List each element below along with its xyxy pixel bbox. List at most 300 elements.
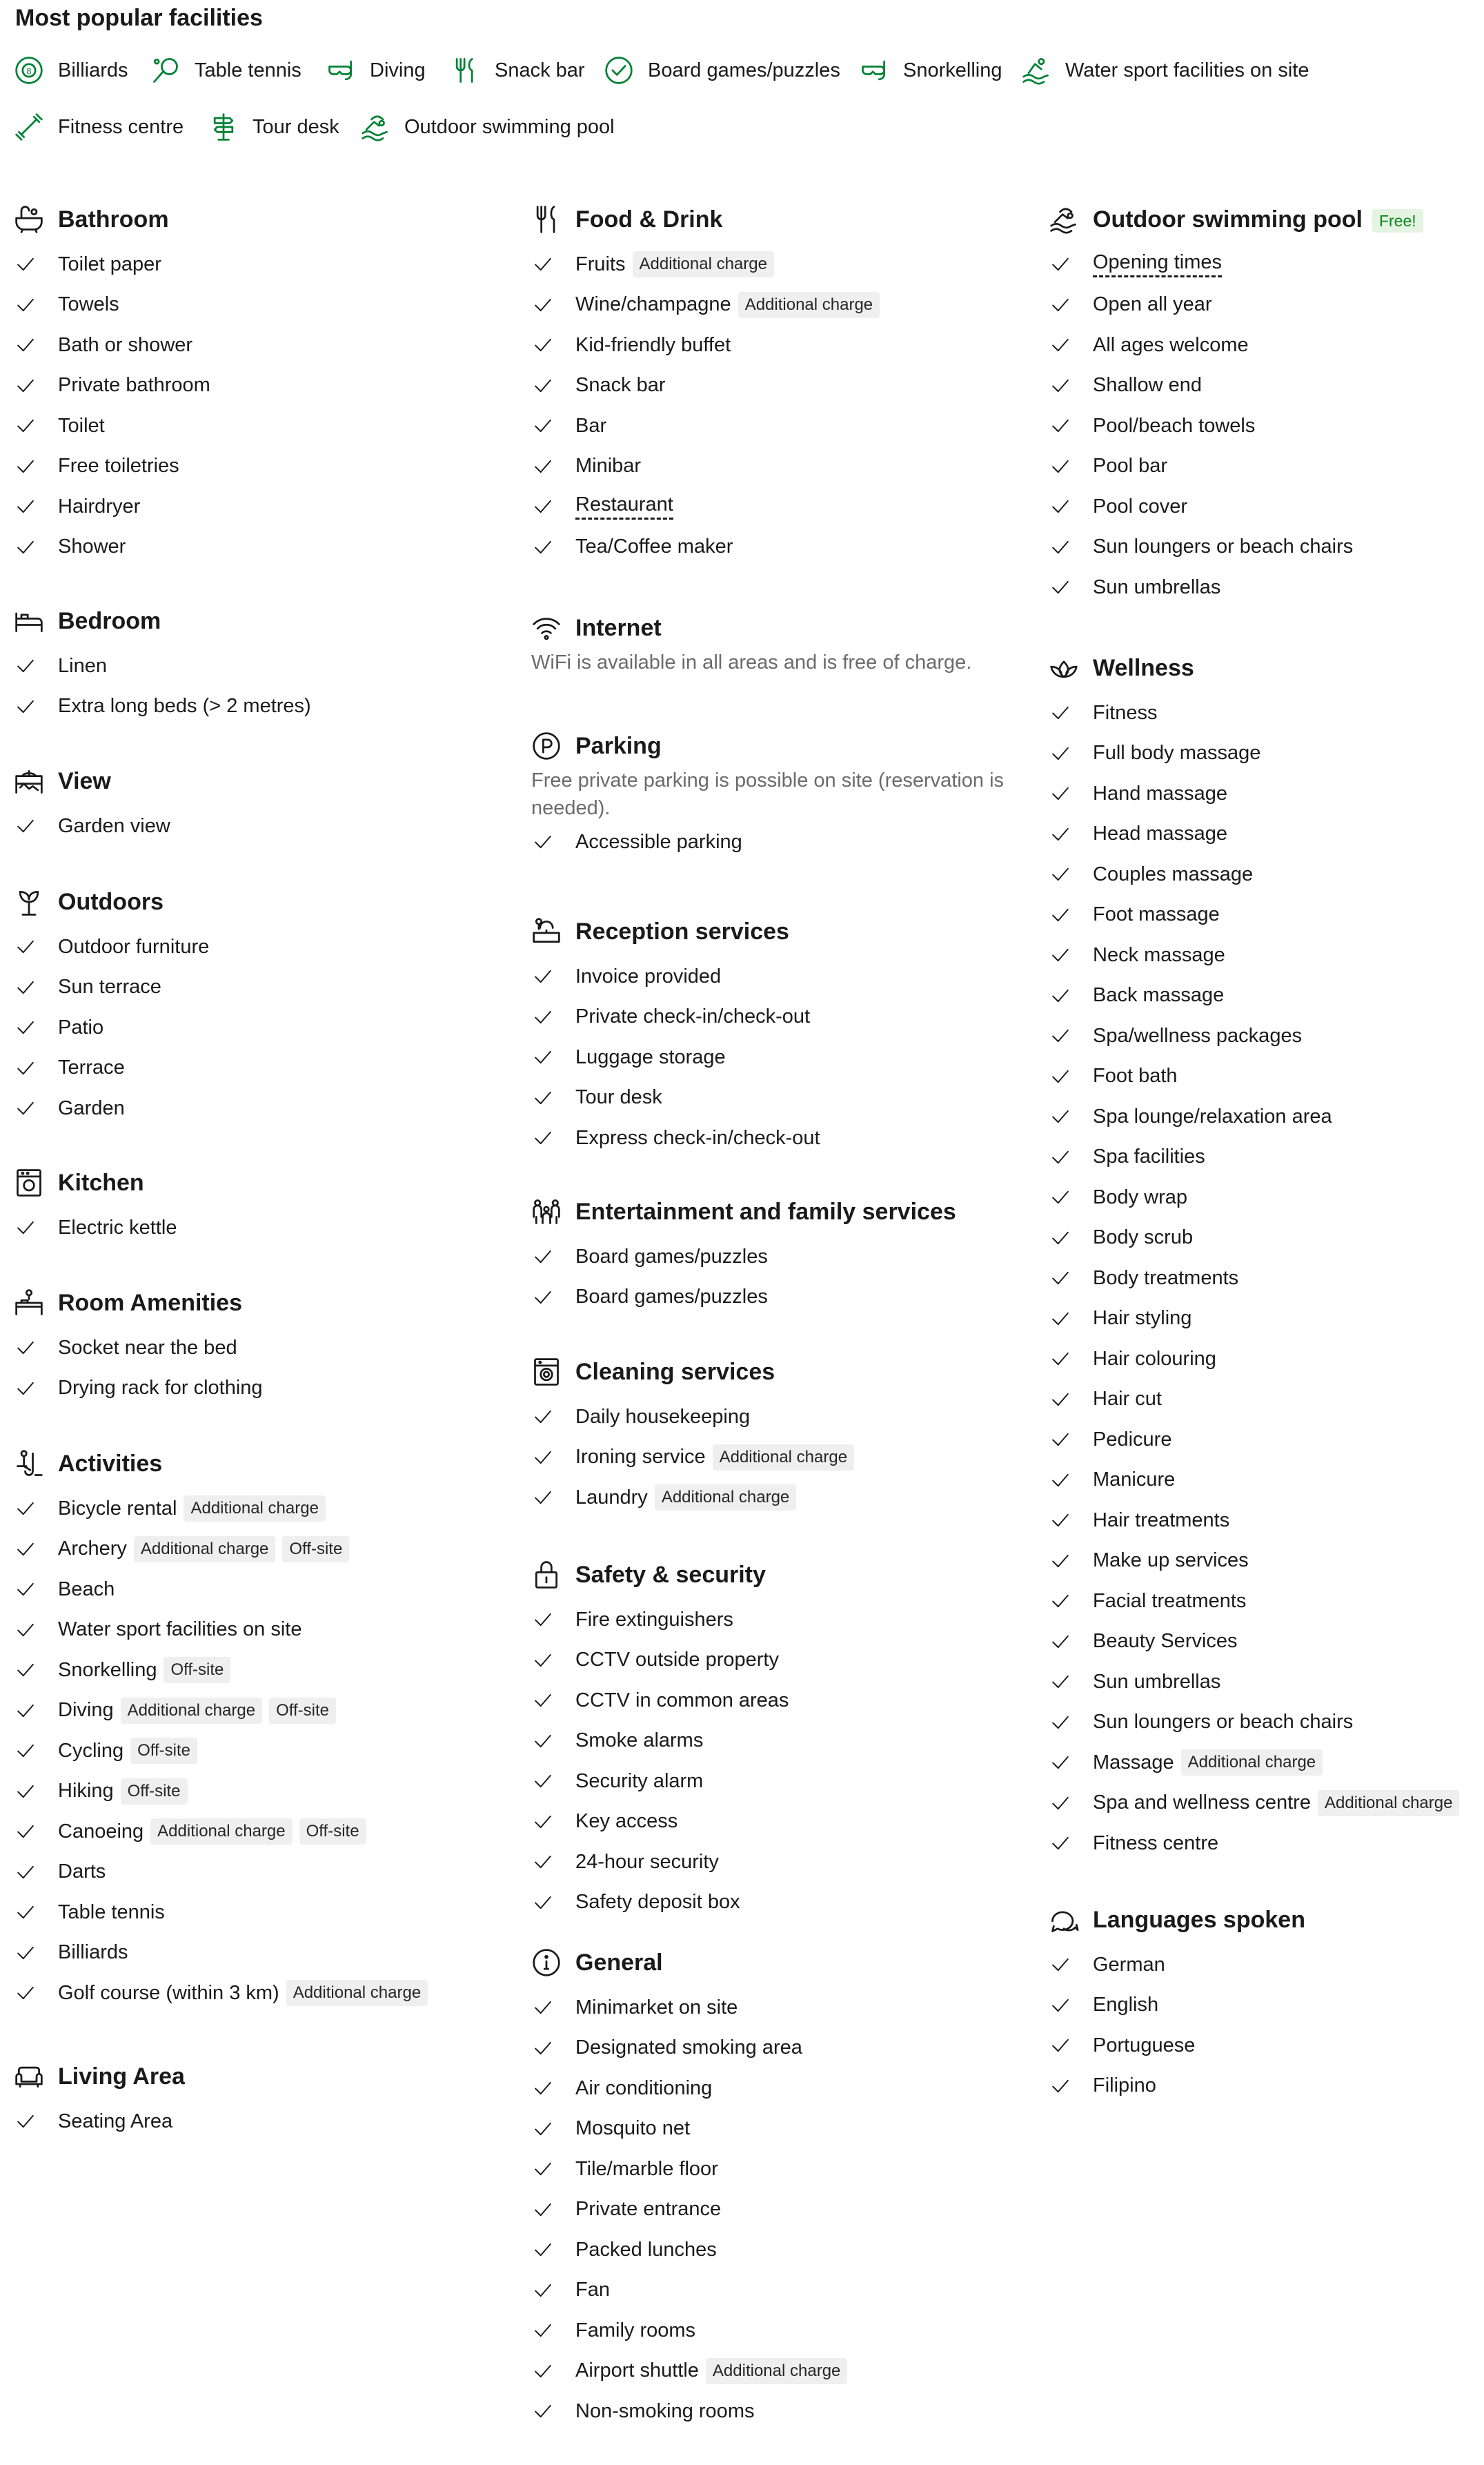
additional-charge-tag: Additional charge <box>1181 1749 1323 1776</box>
facility-label: Fan <box>575 2279 610 2301</box>
facility-label: Fitness <box>1093 701 1158 724</box>
facility-item <box>14 1569 115 1609</box>
facility-label: Bath or shower <box>58 333 193 356</box>
checkmark-icon <box>534 2281 552 2299</box>
section-title <box>575 1353 775 1391</box>
facility-label: Private check-in/check-out <box>575 1005 811 1028</box>
facility-item <box>1049 527 1353 567</box>
section-title <box>575 609 662 647</box>
free-badge: Free! <box>1372 209 1423 233</box>
checkmark-icon <box>17 1621 34 1639</box>
facility-label: 24-hour security <box>575 1850 719 1873</box>
checkmark-icon <box>534 1853 552 1871</box>
checkmark-icon <box>534 2160 552 2178</box>
facility-label: Toilet paper <box>58 253 161 275</box>
facility-label: Terrace <box>58 1057 125 1079</box>
checkmark-icon <box>17 1019 34 1037</box>
checkmark-icon <box>1051 987 1069 1005</box>
popular-facility-8 <box>208 106 339 148</box>
facility-label: Smoke alarms <box>575 1729 704 1751</box>
facility-label: Back massage <box>1093 984 1225 1006</box>
additional-charge-tag: Additional charge <box>1318 1790 1459 1816</box>
facility-label: Couples massage <box>1093 863 1254 885</box>
facility-label: Tour desk <box>575 1086 662 1108</box>
checkmark-icon <box>17 1823 34 1840</box>
facility-label: Private entrance <box>575 2198 722 2220</box>
facility-label: Facial treatments <box>1093 1589 1247 1612</box>
facility-item <box>1049 487 1187 527</box>
facility-item <box>1049 1581 1246 1621</box>
off-site-tag: Off-site <box>121 1778 188 1805</box>
bed-icon <box>14 606 44 636</box>
facility-item <box>531 2149 718 2189</box>
facility-item <box>1049 1057 1178 1097</box>
section-title <box>575 912 789 951</box>
facility-item[interactable] <box>531 487 673 527</box>
checkmark-icon <box>1051 1996 1069 2014</box>
additional-charge-tag: Additional charge <box>655 1484 796 1511</box>
checkmark-icon <box>1051 1350 1069 1368</box>
languages-icon <box>1049 1905 1079 1935</box>
section-title-text: View <box>58 768 111 794</box>
facility-label: Tea/Coffee maker <box>575 536 733 558</box>
off-site-tag: Off-site <box>299 1818 366 1845</box>
facility-label: Packed lunches <box>575 2238 717 2261</box>
bathroom-icon <box>14 204 44 235</box>
facility-label: Archery <box>58 1538 127 1560</box>
section-title-text: Wellness <box>1093 655 1194 681</box>
facility-item <box>531 956 721 996</box>
section-title <box>58 1444 162 1483</box>
facility-label: Ironing service <box>575 1446 706 1468</box>
checkmark-icon <box>17 1702 34 1720</box>
facility-label: Hair styling <box>1093 1307 1192 1329</box>
off-site-tag: Off-site <box>269 1698 336 1724</box>
facility-item <box>1049 406 1255 446</box>
popular-facility-label: Water sport facilities on site <box>1065 59 1309 81</box>
section-title-text: Bedroom <box>58 608 161 634</box>
popular-facility-label: Board games/puzzles <box>648 59 840 81</box>
facility-label: Head massage <box>1093 823 1228 845</box>
facility-item <box>1049 1177 1187 1217</box>
checkmark-icon <box>1051 1552 1069 1570</box>
facility-item <box>1049 1783 1459 1823</box>
section-title <box>575 1192 956 1231</box>
checkmark-icon <box>17 417 34 435</box>
facility-item <box>531 2028 802 2068</box>
facility-item <box>1049 1742 1323 1783</box>
checkmark-icon <box>1051 1229 1069 1247</box>
checkmark-icon <box>1051 296 1069 314</box>
section-title <box>575 200 722 239</box>
facility-label: Canoeing <box>58 1820 144 1843</box>
facility-item <box>1049 774 1227 814</box>
parking-icon <box>531 731 562 761</box>
facility-item <box>1049 366 1202 406</box>
facility-label: Socket near the bed <box>58 1336 237 1359</box>
facility-link[interactable]: Restaurant <box>575 493 673 520</box>
facility-item <box>14 487 140 527</box>
checkmark-icon <box>1051 1431 1069 1448</box>
off-site-tag: Off-site <box>282 1536 349 1562</box>
checkmark-icon <box>534 538 552 556</box>
facility-label: Fire extinguishers <box>575 1608 733 1631</box>
facility-label: Beach <box>58 1578 115 1600</box>
facility-item <box>531 1437 854 1477</box>
checkmark-icon <box>17 1379 34 1397</box>
checkmark-icon <box>1051 1188 1069 1206</box>
checkmark-icon <box>17 1339 34 1357</box>
facility-item <box>531 406 606 446</box>
additional-charge-tag: Additional charge <box>121 1698 262 1724</box>
checkmark-icon <box>534 2201 552 2219</box>
facility-item <box>14 244 161 284</box>
section-title <box>1093 200 1423 239</box>
checkmark-icon <box>534 2241 552 2259</box>
facility-item <box>14 1852 106 1892</box>
checkmark-icon <box>1051 1754 1069 1771</box>
facility-label: Airport shuttle <box>575 2359 699 2381</box>
facility-item <box>1049 1460 1175 1500</box>
facility-item <box>1049 1420 1171 1460</box>
facility-item <box>14 1048 125 1088</box>
popular-facility-label: Fitness centre <box>58 115 184 138</box>
facility-label: Spa facilities <box>1093 1146 1205 1168</box>
section-title-text: Cleaning services <box>575 1359 775 1385</box>
outdoors-icon <box>14 887 44 917</box>
checkmark-icon <box>1051 1068 1069 1086</box>
checkmark-icon <box>1051 1269 1069 1287</box>
facility-item <box>1049 1258 1238 1298</box>
facility-label: Electric kettle <box>58 1216 177 1239</box>
checkmark-icon <box>1051 745 1069 763</box>
checkmark-icon <box>534 458 552 475</box>
facility-item <box>1049 1541 1249 1581</box>
facility-item <box>531 2230 717 2270</box>
facility-item <box>14 2101 172 2141</box>
facility-label: Billiards <box>58 1941 128 1963</box>
checkmark-icon <box>534 1048 552 1066</box>
water-sport-icon <box>1021 55 1051 86</box>
checkmark-icon <box>17 1540 34 1558</box>
facility-item <box>531 325 731 365</box>
checkmark-icon <box>1051 1391 1069 1408</box>
facility-item <box>531 1397 750 1437</box>
facility-label: Luggage storage <box>575 1045 726 1068</box>
checkmark-icon <box>17 498 34 515</box>
facility-item[interactable] <box>1049 244 1222 284</box>
board-games-icon <box>604 55 634 86</box>
facility-label: Security alarm <box>575 1769 704 1792</box>
popular-facilities-title: Most popular facilities <box>15 5 263 31</box>
facility-item <box>531 1037 726 1077</box>
facility-item <box>531 997 810 1037</box>
checkmark-icon <box>534 1813 552 1831</box>
section-title-text: Reception services <box>575 919 789 945</box>
facility-label: Free toiletries <box>58 455 179 477</box>
checkmark-icon <box>1051 1108 1069 1126</box>
facility-item <box>14 968 161 1008</box>
popular-facility-label: Snack bar <box>495 59 585 81</box>
checkmark-icon <box>1051 1794 1069 1812</box>
checkmark-icon <box>1051 255 1069 273</box>
washing-machine-icon <box>531 1357 562 1387</box>
checkmark-icon <box>17 458 34 475</box>
facility-label: Spa lounge/relaxation area <box>1093 1105 1332 1128</box>
facility-item <box>14 1008 103 1048</box>
checkmark-icon <box>1051 1310 1069 1328</box>
checkmark-icon <box>17 1903 34 1921</box>
facility-label: Hand massage <box>1093 782 1228 805</box>
billiards-icon <box>14 55 44 86</box>
facility-label: Mosquito net <box>575 2117 691 2139</box>
checkmark-icon <box>1051 1713 1069 1731</box>
food-drink-icon <box>531 204 562 235</box>
facility-label: Foot bath <box>1093 1065 1178 1087</box>
facility-item <box>1049 567 1220 607</box>
facility-item <box>531 1237 768 1277</box>
checkmark-icon <box>1051 1511 1069 1529</box>
additional-charge-tag: Additional charge <box>706 2358 847 2384</box>
facility-label: Hiking <box>58 1780 114 1802</box>
facility-item <box>1049 854 1253 894</box>
popular-facility-5 <box>859 50 1002 91</box>
checkmark-icon <box>534 1448 552 1466</box>
checkmark-icon <box>1051 2036 1069 2054</box>
popular-facility-6 <box>1021 50 1309 91</box>
facility-item <box>14 1731 197 1771</box>
facility-item <box>531 527 733 567</box>
facility-item <box>531 822 742 862</box>
facility-item <box>14 285 119 325</box>
facility-label: English <box>1093 1994 1159 2016</box>
checkmark-icon <box>534 1732 552 1750</box>
section-title-text: Outdoors <box>58 889 164 915</box>
section-title-text: Entertainment and family services <box>575 1199 956 1225</box>
checkmark-icon <box>17 657 34 675</box>
facility-label: Sun umbrellas <box>1093 576 1221 598</box>
additional-charge-tag: Additional charge <box>286 1980 428 2006</box>
facility-item <box>1049 1945 1165 1985</box>
facility-label: Safety deposit box <box>575 1891 740 1913</box>
section-title-text: Room Amenities <box>58 1290 243 1316</box>
checkmark-icon <box>1051 336 1069 354</box>
checkmark-icon <box>534 833 552 851</box>
section-title-text: Internet <box>575 615 662 641</box>
checkmark-icon <box>17 1661 34 1679</box>
wellness-icon <box>1049 653 1079 683</box>
facility-label: Hair colouring <box>1093 1347 1216 1370</box>
facility-label: Spa/wellness packages <box>1093 1024 1303 1047</box>
section-title <box>58 1163 144 1202</box>
section-title-text: Food & Drink <box>575 206 723 233</box>
facility-label: Family rooms <box>575 2319 696 2341</box>
checkmark-icon <box>534 1691 552 1709</box>
checkmark-icon <box>1051 1471 1069 1489</box>
facility-label: Garden <box>58 1097 125 1119</box>
checkmark-icon <box>1051 1834 1069 1852</box>
facility-item <box>531 446 641 487</box>
checkmark-icon <box>17 1099 34 1117</box>
facility-label: Pool bar <box>1093 455 1168 477</box>
checkmark-icon <box>534 2321 552 2339</box>
section-title <box>1093 649 1194 687</box>
checkmark-icon <box>1051 704 1069 722</box>
facility-item <box>531 366 666 406</box>
checkmark-icon <box>1051 865 1069 883</box>
popular-facility-label: Outdoor swimming pool <box>404 115 615 138</box>
checkmark-icon <box>17 938 34 956</box>
section-title <box>575 727 662 765</box>
facility-item <box>14 1771 188 1811</box>
checkmark-icon <box>534 1611 552 1629</box>
facility-item <box>531 1640 779 1680</box>
checkmark-icon <box>17 1944 34 1962</box>
popular-facility-0 <box>14 50 128 91</box>
popular-facility-label: Table tennis <box>195 59 301 81</box>
checkmark-icon <box>17 1059 34 1077</box>
facility-label: Portuguese <box>1093 2034 1196 2056</box>
checkmark-icon <box>1051 578 1069 596</box>
facility-item <box>14 1368 263 1408</box>
checkmark-icon <box>17 1984 34 2002</box>
facility-label: Designated smoking area <box>575 2036 802 2059</box>
section-title <box>58 200 169 239</box>
facility-item <box>14 366 210 406</box>
facility-label: Sun terrace <box>58 976 161 998</box>
checkmark-icon <box>17 1219 34 1237</box>
facility-label: Shower <box>58 536 126 558</box>
popular-facility-label: Billiards <box>58 59 128 81</box>
facility-item <box>14 1610 302 1650</box>
facility-item <box>1049 1097 1332 1137</box>
facility-label: Outdoor furniture <box>58 935 210 958</box>
checkmark-icon <box>1051 458 1069 475</box>
checkmark-icon <box>534 296 552 314</box>
checkmark-icon <box>534 377 552 395</box>
popular-facility-4 <box>604 50 840 91</box>
section-note: Free private parking is possible on site (reservation is needed). <box>531 769 1005 819</box>
checkmark-icon <box>534 2039 552 2057</box>
facility-item <box>531 1118 820 1158</box>
facility-item <box>531 1761 703 1801</box>
kitchen-icon <box>14 1168 44 1198</box>
checkmark-icon <box>17 1742 34 1760</box>
facility-item <box>531 1883 740 1923</box>
checkmark-icon <box>534 417 552 435</box>
additional-charge-tag: Additional charge <box>150 1818 292 1845</box>
facility-label: Fitness centre <box>1093 1831 1219 1854</box>
facility-label: Filipino <box>1093 2074 1156 2096</box>
facility-item <box>1049 734 1260 774</box>
checkmark-icon <box>534 498 552 515</box>
checkmark-icon <box>17 2112 34 2130</box>
facility-label: Shallow end <box>1093 374 1202 396</box>
snack-bar-icon <box>451 55 481 86</box>
facility-item <box>14 1933 128 1973</box>
pool-icon <box>360 112 390 142</box>
section-title-text: Living Area <box>58 2063 185 2090</box>
additional-charge-tag: Additional charge <box>184 1495 325 1522</box>
facility-item <box>1049 1985 1158 2025</box>
reception-icon <box>531 916 562 947</box>
section-title-text: Outdoor swimming pool <box>1093 206 1363 233</box>
popular-facility-label: Tour desk <box>253 115 339 138</box>
facility-label: Invoice provided <box>575 965 722 988</box>
facility-item <box>14 1529 349 1569</box>
facility-item <box>1049 935 1225 975</box>
fitness-icon <box>14 112 44 142</box>
facility-item <box>531 1987 738 2027</box>
checkmark-icon <box>534 1489 552 1506</box>
checkmark-icon <box>534 1129 552 1147</box>
facility-item <box>1049 1622 1238 1662</box>
table-tennis-icon <box>150 55 181 86</box>
facility-item <box>1049 1218 1193 1258</box>
facility-item <box>1049 976 1224 1016</box>
facility-item <box>531 2391 754 2431</box>
facility-label: CCTV outside property <box>575 1649 779 1671</box>
facility-label: Hair cut <box>1093 1388 1162 1410</box>
facility-item <box>531 2109 690 2149</box>
checkmark-icon <box>534 1089 552 1107</box>
facility-label: Fruits <box>575 253 626 275</box>
popular-facility-7 <box>14 106 184 148</box>
facility-label: Extra long beds (> 2 metres) <box>58 695 311 717</box>
facility-label: Patio <box>58 1016 104 1039</box>
checkmark-icon <box>1051 946 1069 964</box>
family-icon <box>531 1197 562 1227</box>
section-title-text: Kitchen <box>58 1170 144 1196</box>
facility-label: Minibar <box>575 455 642 477</box>
facility-label: Laundry <box>575 1486 648 1509</box>
facility-item <box>1049 693 1157 733</box>
checkmark-icon <box>1051 1633 1069 1651</box>
facility-label: Hairdryer <box>58 495 141 518</box>
checkmark-icon <box>1051 906 1069 924</box>
facility-label: Non-smoking rooms <box>575 2399 755 2422</box>
checkmark-icon <box>17 296 34 314</box>
facility-label: Accessible parking <box>575 830 742 853</box>
facility-label: Make up services <box>1093 1549 1249 1571</box>
facility-label: Darts <box>58 1860 106 1883</box>
checkmark-icon <box>534 1894 552 1912</box>
facility-item <box>14 1208 177 1248</box>
facility-item <box>1049 1016 1302 1056</box>
facility-item <box>14 806 170 846</box>
facility-label: CCTV in common areas <box>575 1689 789 1711</box>
facility-item <box>1049 1137 1205 1177</box>
facility-item <box>14 1088 125 1128</box>
facility-label: Board games/puzzles <box>575 1245 768 1268</box>
facility-item <box>1049 1823 1218 1863</box>
facility-label: Bar <box>575 414 607 437</box>
facility-item <box>1049 1500 1229 1540</box>
facility-item <box>14 1973 428 2013</box>
facility-label: Minimarket on site <box>575 1996 738 2019</box>
section-note: WiFi is available in all areas and is free of charge. <box>531 651 972 674</box>
facility-item <box>14 1489 326 1529</box>
facility-label: Air conditioning <box>575 2076 713 2099</box>
section-title-text: Safety & security <box>575 1562 766 1588</box>
facility-item <box>1049 325 1249 365</box>
checkmark-icon <box>534 2120 552 2138</box>
facility-label: Wine/champagne <box>575 293 731 315</box>
additional-charge-tag: Additional charge <box>738 292 880 318</box>
facility-link[interactable]: Opening times <box>1093 251 1222 277</box>
off-site-tag: Off-site <box>130 1738 197 1764</box>
additional-charge-tag: Additional charge <box>633 251 774 277</box>
